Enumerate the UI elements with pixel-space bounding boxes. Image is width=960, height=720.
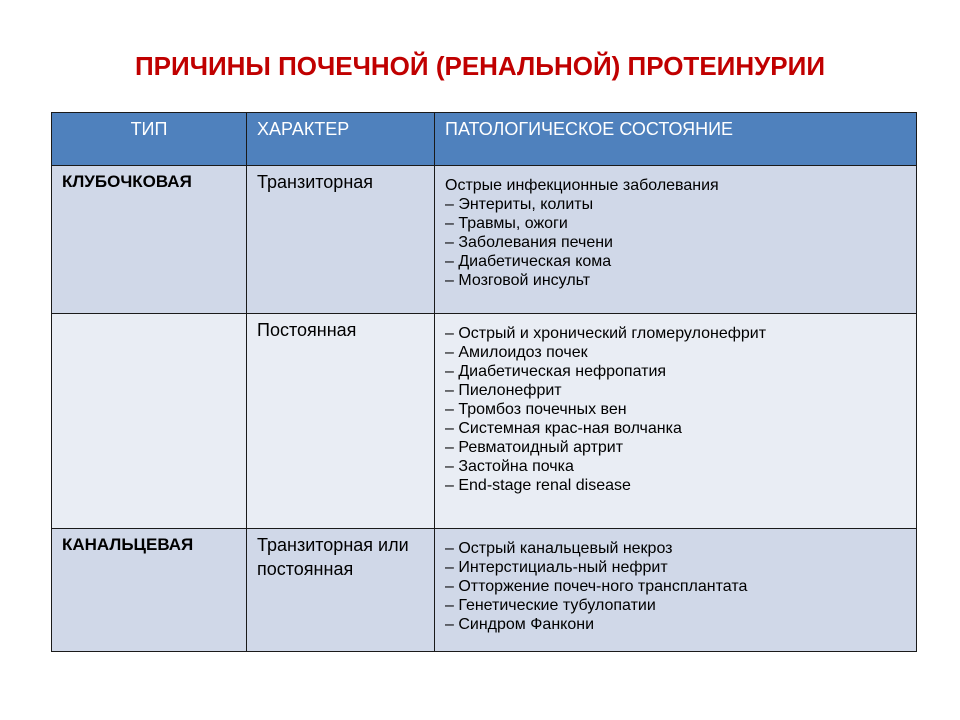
list-item: – Пиелонефрит [445, 382, 562, 399]
list-item: – Системная крас-ная волчанка [445, 420, 682, 437]
list-item: – Энтериты, колиты [445, 196, 594, 213]
table-row [52, 529, 917, 652]
conditions-cell [435, 166, 917, 314]
conditions-cell [435, 529, 917, 652]
list-item: – End-stage renal disease [445, 477, 631, 494]
header-character: ХАРАКТЕР [247, 113, 435, 166]
table-row [52, 166, 917, 314]
conditions-cell [435, 314, 917, 529]
table-header-row [52, 113, 917, 166]
type-cell [52, 314, 247, 529]
list-item: – Интерстициаль-ный нефрит [445, 559, 668, 576]
conditions-list [445, 535, 906, 634]
type-cell: КЛУБОЧКОВАЯ [52, 166, 247, 314]
header-type: ТИП [52, 113, 247, 166]
list-item: – Заболевания печени [445, 234, 613, 251]
list-item: Острые инфекционные заболевания [445, 177, 719, 194]
conditions-list [445, 172, 906, 290]
character-cell: Транзиторная или постоянная [247, 529, 435, 652]
list-item: – Синдром Фанкони [445, 616, 594, 633]
list-item: – Тромбоз почечных вен [445, 401, 627, 418]
list-item: – Отторжение почеч-ного трансплантата [445, 578, 748, 595]
header-condition: ПАТОЛОГИЧЕСКОЕ СОСТОЯНИЕ [435, 113, 917, 166]
list-item: – Мозговой инсульт [445, 272, 591, 289]
character-cell: Транзиторная [247, 166, 435, 314]
list-item: – Ревматоидный артрит [445, 439, 624, 456]
list-item: – Диабетическая нефропатия [445, 363, 667, 380]
conditions-list [445, 320, 906, 495]
list-item: – Острый канальцевый некроз [445, 540, 673, 557]
proteinuria-table [51, 112, 917, 652]
list-item: – Травмы, ожоги [445, 215, 568, 232]
slide-title: ПРИЧИНЫ ПОЧЕЧНОЙ (РЕНАЛЬНОЙ) ПРОТЕИНУРИИ [134, 51, 826, 81]
list-item: – Застойна почка [445, 458, 574, 475]
table-row [52, 314, 917, 529]
list-item: – Диабетическая кома [445, 253, 612, 270]
character-cell: Постоянная [247, 314, 435, 529]
type-cell: КАНАЛЬЦЕВАЯ [52, 529, 247, 652]
list-item: – Амилоидоз почек [445, 344, 588, 361]
list-item: – Острый и хронический гломерулонефрит [445, 325, 767, 342]
list-item: – Генетические тубулопатии [445, 597, 656, 614]
